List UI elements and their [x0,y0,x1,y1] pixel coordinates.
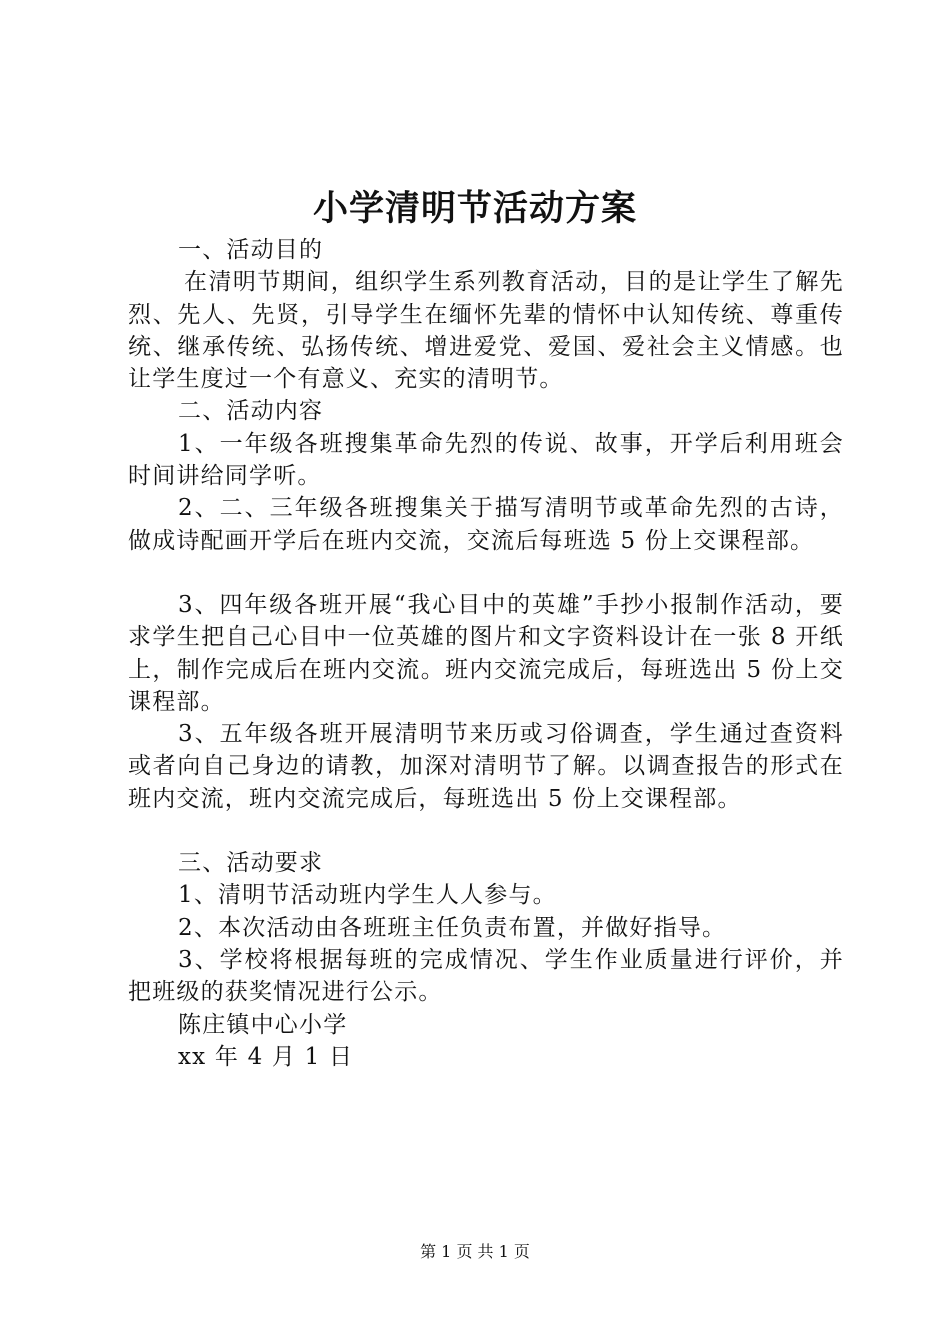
requirement-item-3: 3、学校将根据每班的完成情况、学生作业质量进行评价，并把班级的获奖情况进行公示。 [128,946,844,1006]
purpose-paragraph: 在清明节期间，组织学生系列教育活动，目的是让学生了解先烈、先人、先贤，引导学生在缅怀先辈的情怀中认知传统、尊重传统、继承传统、弘扬传统、增进爱党、爱国、爱社会主义情感。也让学生度过一个有意义、充实的清明节。 [128,269,844,393]
requirement-item-2: 2、本次活动由各班班主任负责布置，并做好指导。 [178,914,727,941]
content-item-2: 2、二、三年级各班搜集关于描写清明节或革命先烈的古诗，做成诗配画开学后在班内交流，交流后每班选 5 份上交课程部。 [128,495,844,554]
paragraph-gap [128,557,844,589]
signature-date: xx 年 4 月 1 日 [178,1043,354,1070]
content-item-3: 3、四年级各班开展“我心目中的英雄”手抄小报制作活动，要求学生把自己心目中一位英雄的图片和文字资料设计在一张 8 开纸上，制作完成后在班内交流。班内交流完成后，每班选出 5 份上交课程部。 [128,591,844,715]
page-footer: 第 1 页 共 1 页 [420,1242,530,1261]
document-title: 小学清明节活动方案 [312,188,637,229]
signature-organization: 陈庄镇中心小学 [178,1011,348,1038]
paragraph-gap [128,815,844,847]
requirement-item-1: 1、清明节活动班内学生人人参与。 [178,882,557,909]
document-body [128,234,844,1073]
section-heading-purpose: 一、活动目的 [178,237,324,263]
section-heading-content: 二、活动内容 [178,398,324,425]
section-heading-requirements: 三、活动要求 [178,850,324,877]
content-item-4: 3、五年级各班开展清明节来历或习俗调查，学生通过查资料或者向自己身边的请教，加深对清明节了解。以调查报告的形式在班内交流，班内交流完成后，每班选出 5 份上交课程部。 [128,721,844,812]
content-item-1: 1、一年级各班搜集革命先烈的传说、故事，开学后利用班会时间讲给同学听。 [128,430,844,490]
